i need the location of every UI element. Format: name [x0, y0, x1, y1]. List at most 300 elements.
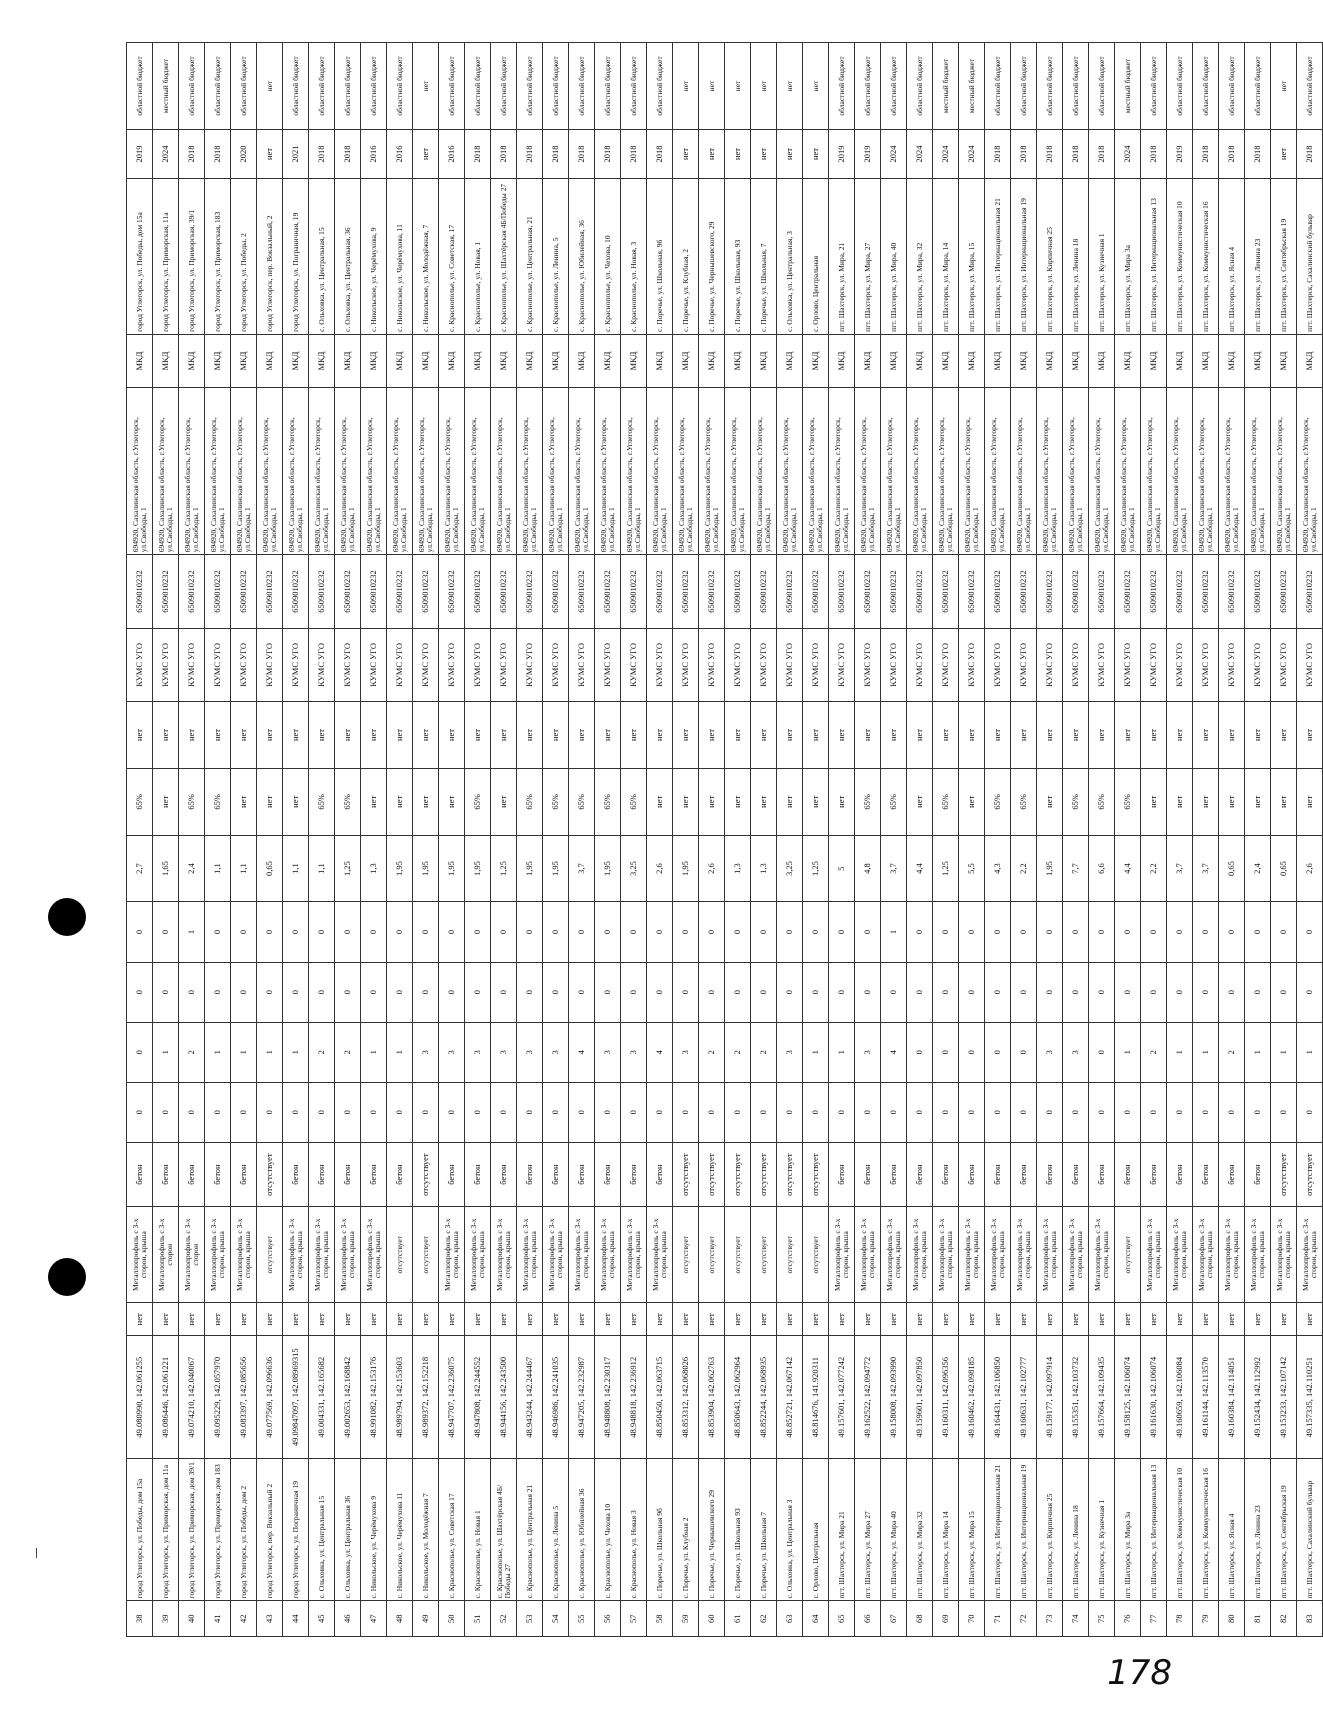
cell-inn: 6509010232 [257, 555, 283, 628]
cell-coords: 49.086446, 142.061221 [153, 1336, 179, 1458]
cell-zz: нет [959, 1303, 985, 1336]
cell-perc: нет [1167, 768, 1193, 835]
cell-year: 2018 [1219, 130, 1245, 179]
cell-funding: областной бюджет [647, 43, 673, 130]
cell-own: нет [413, 702, 439, 769]
cell-orgaddr: 694920, Сахалинская область, г.Углегорск, ул.Свободы, 1 [855, 388, 881, 555]
cell-no: 69 [933, 1601, 959, 1637]
cell-area: 1,95 [387, 835, 413, 902]
cell-site: с. Ольховка, ул. Центральная, 3 [777, 178, 803, 334]
cell-mkd: МКД [153, 334, 179, 387]
cell-surface: Металлопрофиль с 3-х сторон, крыша [205, 1207, 231, 1303]
cell-org: КУМС УГО [283, 628, 309, 701]
cell-own: нет [1141, 702, 1167, 769]
cell-year: нет [1271, 130, 1297, 179]
cell-perc: 65% [985, 768, 1011, 835]
cell-c4: 0 [413, 902, 439, 962]
cell-area: 1,1 [283, 835, 309, 902]
cell-coords: 48.991082, 142.153176 [361, 1336, 387, 1458]
cell-site: пгт. Шахтерск, ул. Мира 3а [1115, 178, 1141, 334]
cell-area: 1,95 [543, 835, 569, 902]
cell-c2: 0 [907, 1022, 933, 1082]
cell-zz: нет [491, 1303, 517, 1336]
cell-material: бетон [933, 1142, 959, 1207]
cell-area: 1,25 [335, 835, 361, 902]
cell-zz: нет [387, 1303, 413, 1336]
cell-surface: отсутствует [257, 1207, 283, 1303]
cell-year: 2018 [491, 130, 517, 179]
cell-orgaddr: 694920, Сахалинская область, г.Углегорск, ул.Свободы, 1 [1271, 388, 1297, 555]
cell-own: нет [647, 702, 673, 769]
cell-c1: 0 [361, 1082, 387, 1142]
cell-coords: 48.947808, 142.244552 [465, 1336, 491, 1458]
cell-mkd: МКД [309, 334, 335, 387]
cell-own: нет [985, 702, 1011, 769]
cell-address: город Углегорск, ул. Пограничная 19 [283, 1458, 309, 1600]
cell-coords: 48.948818, 142.236912 [621, 1336, 647, 1458]
cell-year: нет [777, 130, 803, 179]
cell-own: нет [855, 702, 881, 769]
cell-area: 4,4 [907, 835, 933, 902]
table-row [205, 43, 231, 1637]
cell-own: нет [829, 702, 855, 769]
cell-area: 1,95 [595, 835, 621, 902]
cell-area: 1,1 [205, 835, 231, 902]
cell-area: 5 [829, 835, 855, 902]
cell-coords: 49.157664, 142.109435 [1089, 1336, 1115, 1458]
cell-site: с. Краснополье, ул. Юбилейная, 36 [569, 178, 595, 334]
cell-funding: нет [673, 43, 699, 130]
table-row [881, 43, 907, 1637]
cell-own: нет [933, 702, 959, 769]
cell-mkd: МКД [335, 334, 361, 387]
cell-c3: 0 [725, 962, 751, 1022]
cell-perc: нет [491, 768, 517, 835]
cell-year: нет [673, 130, 699, 179]
cell-material: бетон [985, 1142, 1011, 1207]
cell-area: 4,3 [985, 835, 1011, 902]
cell-year: 2018 [1037, 130, 1063, 179]
cell-c1: 0 [647, 1082, 673, 1142]
cell-year: 2024 [959, 130, 985, 179]
cell-area: 1,95 [439, 835, 465, 902]
cell-c1: 0 [127, 1082, 153, 1142]
cell-inn: 6509010232 [153, 555, 179, 628]
table-row [1037, 43, 1063, 1637]
cell-coords: 49.160462, 142.098185 [959, 1336, 985, 1458]
cell-surface: Металлопрофиль с 3-х сторон, крыша [1193, 1207, 1219, 1303]
cell-inn: 6509010232 [1037, 555, 1063, 628]
cell-c2: 4 [647, 1022, 673, 1082]
cell-c3: 0 [465, 962, 491, 1022]
cell-perc: нет [439, 768, 465, 835]
cell-coords: 49.157601, 142.077242 [829, 1336, 855, 1458]
cell-no: 39 [153, 1601, 179, 1637]
cell-c1: 0 [907, 1082, 933, 1142]
cell-inn: 6509010232 [1089, 555, 1115, 628]
cell-address: с. Поречье, ул. Чернышевского 29 [699, 1458, 725, 1600]
cell-no: 82 [1271, 1601, 1297, 1637]
cell-c3: 0 [1245, 962, 1271, 1022]
cell-inn: 6509010232 [387, 555, 413, 628]
cell-coords: 49.153233, 142.107142 [1271, 1336, 1297, 1458]
cell-inn: 6509010232 [907, 555, 933, 628]
cell-zz: нет [179, 1303, 205, 1336]
cell-mkd: МКД [1271, 334, 1297, 387]
cell-site: пгт. Шахтерск, ул. Мира, 27 [855, 178, 881, 334]
cell-site: пгт. Шахтерск, ул. Интернациональная 13 [1141, 178, 1167, 334]
cell-no: 45 [309, 1601, 335, 1637]
cell-own: нет [1219, 702, 1245, 769]
cell-org: КУМС УГО [1167, 628, 1193, 701]
cell-c2: 1 [205, 1022, 231, 1082]
cell-c4: 0 [569, 902, 595, 962]
cell-coords: 48.947205, 142.232987 [569, 1336, 595, 1458]
cell-no: 59 [673, 1601, 699, 1637]
cell-address: с. Поречье, ул. Клубная 2 [673, 1458, 699, 1600]
cell-org: КУМС УГО [985, 628, 1011, 701]
cell-address: с. Краснополье, ул. Юбилейная 36 [569, 1458, 595, 1600]
cell-year: 2024 [153, 130, 179, 179]
cell-area: 7,7 [1063, 835, 1089, 902]
cell-funding: нет [699, 43, 725, 130]
cell-area: 1,25 [491, 835, 517, 902]
cell-c4: 0 [283, 902, 309, 962]
table-row [933, 43, 959, 1637]
cell-c2: 3 [1063, 1022, 1089, 1082]
cell-funding: областной бюджет [1193, 43, 1219, 130]
cell-own: нет [491, 702, 517, 769]
cell-surface: Металлопрофиль с 3-х сторон, крыша [1063, 1207, 1089, 1303]
cell-c4: 0 [439, 902, 465, 962]
cell-surface: отсутствует [1115, 1207, 1141, 1303]
cell-year: 2018 [335, 130, 361, 179]
cell-c1: 0 [1193, 1082, 1219, 1142]
cell-own: нет [1063, 702, 1089, 769]
cell-material: отсутствует [751, 1142, 777, 1207]
cell-c2: 0 [959, 1022, 985, 1082]
cell-site: с. Краснополье, ул. Чехова, 10 [595, 178, 621, 334]
cell-inn: 6509010232 [205, 555, 231, 628]
cell-surface: отсутствует [387, 1207, 413, 1303]
table-row [387, 43, 413, 1637]
cell-zz: нет [335, 1303, 361, 1336]
cell-mkd: МКД [751, 334, 777, 387]
cell-address: с. Краснополье, ул. Ленина 5 [543, 1458, 569, 1600]
cell-surface: отсутствует [699, 1207, 725, 1303]
cell-c2: 3 [777, 1022, 803, 1082]
cell-org: КУМС УГО [1037, 628, 1063, 701]
cell-no: 48 [387, 1601, 413, 1637]
cell-orgaddr: 694920, Сахалинская область, г.Углегорск, ул.Свободы, 1 [543, 388, 569, 555]
cell-surface: отсутствует [413, 1207, 439, 1303]
cell-material: бетон [283, 1142, 309, 1207]
cell-site: пгт. Шахтерск, Сахалинский бульвар [1297, 178, 1323, 334]
cell-year: 2020 [231, 130, 257, 179]
cell-perc: нет [907, 768, 933, 835]
cell-mkd: МКД [959, 334, 985, 387]
table-row [1245, 43, 1271, 1637]
cell-funding: нет [803, 43, 829, 130]
cell-address: пгт. Шахтерск, ул. Кузнечная 1 [1089, 1458, 1115, 1600]
cell-zz: нет [1141, 1303, 1167, 1336]
cell-perc: нет [361, 768, 387, 835]
cell-material: бетон [647, 1142, 673, 1207]
cell-no: 52 [491, 1601, 517, 1637]
cell-orgaddr: 694920, Сахалинская область, г.Углегорск, ул.Свободы, 1 [1011, 388, 1037, 555]
cell-perc: 65% [855, 768, 881, 835]
cell-area: 1,95 [517, 835, 543, 902]
cell-no: 70 [959, 1601, 985, 1637]
cell-inn: 6509010232 [985, 555, 1011, 628]
cell-c3: 0 [855, 962, 881, 1022]
cell-c3: 0 [491, 962, 517, 1022]
cell-perc: нет [1037, 768, 1063, 835]
cell-c3: 0 [153, 962, 179, 1022]
table-row [803, 43, 829, 1637]
cell-c3: 0 [517, 962, 543, 1022]
cell-coords: 48.989372, 142.152218 [413, 1336, 439, 1458]
cell-coords: 49.160631, 142.102777 [1011, 1336, 1037, 1458]
cell-funding: областной бюджет [595, 43, 621, 130]
cell-surface: Металлопрофиль с 3-х сторон, крыша [517, 1207, 543, 1303]
table-row [283, 43, 309, 1637]
cell-orgaddr: 694920, Сахалинская область, г.Углегорск, ул.Свободы, 1 [1115, 388, 1141, 555]
page-number: 178 [1107, 1653, 1172, 1693]
cell-c3: 0 [699, 962, 725, 1022]
cell-funding: нет [1271, 43, 1297, 130]
cell-no: 80 [1219, 1601, 1245, 1637]
cell-org: КУМС УГО [257, 628, 283, 701]
cell-org: КУМС УГО [1063, 628, 1089, 701]
cell-zz: нет [1115, 1303, 1141, 1336]
cell-org: КУМС УГО [1245, 628, 1271, 701]
cell-c3: 0 [543, 962, 569, 1022]
cell-own: нет [1167, 702, 1193, 769]
cell-c2: 3 [517, 1022, 543, 1082]
cell-year: 2018 [1063, 130, 1089, 179]
cell-perc: 65% [1115, 768, 1141, 835]
cell-perc: 65% [1011, 768, 1037, 835]
cell-coords: 48.946986, 142.241035 [543, 1336, 569, 1458]
cell-zz: нет [673, 1303, 699, 1336]
cell-coords: 49.164431, 142.106850 [985, 1336, 1011, 1458]
cell-mkd: МКД [439, 334, 465, 387]
cell-c3: 0 [335, 962, 361, 1022]
cell-mkd: МКД [725, 334, 751, 387]
cell-zz: нет [1297, 1303, 1323, 1336]
cell-surface: Металлопрофиль с 3-х сторон, крыша [439, 1207, 465, 1303]
cell-year: 2018 [1089, 130, 1115, 179]
cell-coords: 49.161630, 142.106074 [1141, 1336, 1167, 1458]
cell-mkd: МКД [387, 334, 413, 387]
cell-surface: Металлопрофиль с 3-х сторон, крыша [231, 1207, 257, 1303]
cell-funding: областной бюджет [1141, 43, 1167, 130]
cell-surface: Металлопрофиль с 3-х сторон, крыша [1245, 1207, 1271, 1303]
cell-inn: 6509010232 [777, 555, 803, 628]
cell-orgaddr: 694920, Сахалинская область, г.Углегорск, ул.Свободы, 1 [647, 388, 673, 555]
cell-inn: 6509010232 [829, 555, 855, 628]
cell-mkd: МКД [933, 334, 959, 387]
cell-orgaddr: 694920, Сахалинская область, г.Углегорск, ул.Свободы, 1 [725, 388, 751, 555]
cell-c3: 0 [621, 962, 647, 1022]
cell-org: КУМС УГО [569, 628, 595, 701]
table-row [985, 43, 1011, 1637]
cell-address: город Углегорск, ул. Победы, дом 15а [127, 1458, 153, 1600]
cell-own: нет [881, 702, 907, 769]
cell-year: 2018 [647, 130, 673, 179]
cell-inn: 6509010232 [1297, 555, 1323, 628]
cell-orgaddr: 694920, Сахалинская область, г.Углегорск, ул.Свободы, 1 [309, 388, 335, 555]
cell-perc: нет [387, 768, 413, 835]
cell-inn: 6509010232 [439, 555, 465, 628]
table-row [257, 43, 283, 1637]
cell-area: 6,6 [1089, 835, 1115, 902]
cell-perc: нет [699, 768, 725, 835]
cell-no: 57 [621, 1601, 647, 1637]
cell-own: нет [387, 702, 413, 769]
cell-perc: нет [1193, 768, 1219, 835]
cell-mkd: МКД [1115, 334, 1141, 387]
cell-zz: нет [1037, 1303, 1063, 1336]
cell-coords: 49.152434, 142.112992 [1245, 1336, 1271, 1458]
cell-own: нет [751, 702, 777, 769]
cell-site: с. Никольское, ул. Черёмухова, 9 [361, 178, 387, 334]
cell-inn: 6509010232 [1063, 555, 1089, 628]
cell-material: отсутствует [1271, 1142, 1297, 1207]
cell-year: 2019 [127, 130, 153, 179]
cell-c3: 0 [673, 962, 699, 1022]
cell-funding: областной бюджет [335, 43, 361, 130]
cell-c1: 0 [1219, 1082, 1245, 1142]
cell-mkd: МКД [361, 334, 387, 387]
cell-year: нет [803, 130, 829, 179]
cell-zz: нет [517, 1303, 543, 1336]
cell-own: нет [621, 702, 647, 769]
cell-funding: областной бюджет [1011, 43, 1037, 130]
cell-inn: 6509010232 [335, 555, 361, 628]
cell-site: с. Ольховка, ул. Центральная, 15 [309, 178, 335, 334]
cell-surface: Металлопрофиль с 3-х сторон, крыша [1167, 1207, 1193, 1303]
cell-inn: 6509010232 [1115, 555, 1141, 628]
cell-surface: отсутствует [725, 1207, 751, 1303]
cell-no: 42 [231, 1601, 257, 1637]
cell-site: город Углегорск, ул. Победы, 2 [231, 178, 257, 334]
cell-area: 1,65 [153, 835, 179, 902]
cell-orgaddr: 694920, Сахалинская область, г.Углегорск, ул.Свободы, 1 [1193, 388, 1219, 555]
cell-funding: нет [725, 43, 751, 130]
cell-perc: 65% [933, 768, 959, 835]
cell-perc: нет [777, 768, 803, 835]
cell-no: 72 [1011, 1601, 1037, 1637]
cell-site: пгт. Шахтерск, ул. Мира, 40 [881, 178, 907, 334]
cell-inn: 6509010232 [1167, 555, 1193, 628]
cell-own: нет [283, 702, 309, 769]
cell-org: КУМС УГО [725, 628, 751, 701]
cell-coords: 48.814676, 141.920311 [803, 1336, 829, 1458]
cell-c2: 2 [699, 1022, 725, 1082]
cell-org: КУМС УГО [803, 628, 829, 701]
table-row [1011, 43, 1037, 1637]
cell-site: с. Краснополье, ул. Новая, 3 [621, 178, 647, 334]
cell-perc: 65% [1089, 768, 1115, 835]
cell-address: город Углегорск, ул. Приморская, дом 183 [205, 1458, 231, 1600]
cell-own: нет [517, 702, 543, 769]
table-row [855, 43, 881, 1637]
cell-surface: Металлопрофиль с 3-х сторон, крыша [881, 1207, 907, 1303]
cell-zz: нет [855, 1303, 881, 1336]
cell-material: бетон [1167, 1142, 1193, 1207]
cell-c2: 0 [1089, 1022, 1115, 1082]
cell-coords: 49.160384, 142.114051 [1219, 1336, 1245, 1458]
cell-c2: 3 [465, 1022, 491, 1082]
cell-c1: 0 [751, 1082, 777, 1142]
cell-site: с. Никольское, ул. Черёмухова, 11 [387, 178, 413, 334]
table-row [647, 43, 673, 1637]
cell-material: отсутствует [803, 1142, 829, 1207]
cell-funding: областной бюджет [1297, 43, 1323, 130]
cell-area: 4,8 [855, 835, 881, 902]
table-row [1089, 43, 1115, 1637]
cell-orgaddr: 694920, Сахалинская область, г.Углегорск, ул.Свободы, 1 [1089, 388, 1115, 555]
cell-own: нет [1011, 702, 1037, 769]
cell-orgaddr: 694920, Сахалинская область, г.Углегорск, ул.Свободы, 1 [205, 388, 231, 555]
cell-orgaddr: 694920, Сахалинская область, г.Углегорск, ул.Свободы, 1 [881, 388, 907, 555]
cell-own: нет [231, 702, 257, 769]
cell-address: с. Орлово, Центральная [803, 1458, 829, 1600]
cell-c4: 0 [959, 902, 985, 962]
cell-c4: 0 [803, 902, 829, 962]
cell-address: с. Краснополье, ул. Центральная 21 [517, 1458, 543, 1600]
cell-c4: 0 [933, 902, 959, 962]
cell-material: бетон [595, 1142, 621, 1207]
cell-address: с. Ольховка, ул. Центральная 15 [309, 1458, 335, 1600]
cell-c3: 0 [439, 962, 465, 1022]
cell-perc: нет [803, 768, 829, 835]
cell-c3: 0 [361, 962, 387, 1022]
cell-address: пгт. Шахтерск, ул. Интернациональная 13 [1141, 1458, 1167, 1600]
table-row [595, 43, 621, 1637]
cell-c4: 0 [1271, 902, 1297, 962]
cell-inn: 6509010232 [283, 555, 309, 628]
cell-c2: 1 [1297, 1022, 1323, 1082]
cell-c2: 3 [413, 1022, 439, 1082]
cell-c1: 0 [959, 1082, 985, 1142]
cell-org: КУМС УГО [205, 628, 231, 701]
cell-area: 5,5 [959, 835, 985, 902]
cell-year: 2018 [985, 130, 1011, 179]
cell-c2: 2 [725, 1022, 751, 1082]
cell-surface: Металлопрофиль с 3-х сторон, крыша [1089, 1207, 1115, 1303]
cell-org: КУМС УГО [127, 628, 153, 701]
cell-material: отсутствует [673, 1142, 699, 1207]
cell-c2: 1 [283, 1022, 309, 1082]
cell-site: пгт. Шахтерск, ул. Сентябрьская 19 [1271, 178, 1297, 334]
table-body [127, 43, 1323, 1637]
table-row [491, 43, 517, 1637]
cell-mkd: МКД [179, 334, 205, 387]
table-row [179, 43, 205, 1637]
cell-address: город Углегорск, ул. Приморская, дом 11а [153, 1458, 179, 1600]
cell-inn: 6509010232 [621, 555, 647, 628]
cell-c3: 0 [127, 962, 153, 1022]
cell-year: 2018 [517, 130, 543, 179]
cell-c1: 0 [1141, 1082, 1167, 1142]
cell-surface: Металлопрофиль с 3-х сторон, крыша [621, 1207, 647, 1303]
cell-area: 1,3 [361, 835, 387, 902]
cell-address: с. Поречье, ул. Школьная 9б [647, 1458, 673, 1600]
cell-surface: Металлопрофиль с 3-х сторон, крыша [491, 1207, 517, 1303]
